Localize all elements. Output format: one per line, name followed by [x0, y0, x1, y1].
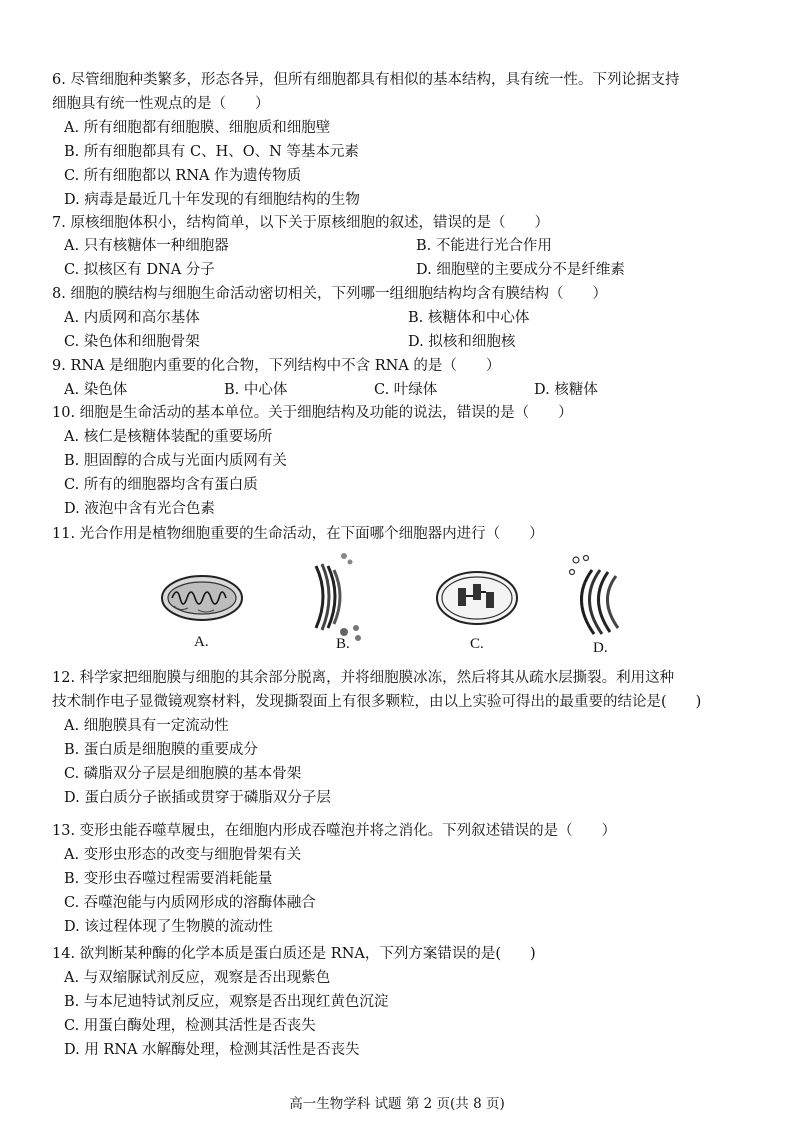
- q6-option-c: C. 所有细胞都以 RNA 作为遗传物质: [64, 168, 302, 184]
- q10-option-a: A. 核仁是核糖体装配的重要场所: [64, 429, 273, 445]
- q12-option-d: D. 蛋白质分子嵌插或贯穿于磷脂双分子层: [64, 790, 331, 806]
- figure-label-a: A.: [194, 634, 209, 650]
- mitochondrion-icon: [158, 566, 246, 626]
- page-footer: 高一生物学科 试题 第 2 页(共 8 页): [289, 1096, 505, 1112]
- q14-option-c: C. 用蛋白酶处理，检测其活性是否丧失: [64, 1018, 316, 1034]
- q12-option-c: C. 磷脂双分子层是细胞膜的基本骨架: [64, 766, 302, 782]
- q6-stem-line2: 细胞具有统一性观点的是（ ）: [52, 96, 270, 112]
- figure-label-b: B.: [336, 636, 350, 652]
- figure-label-c: C.: [470, 636, 484, 652]
- q13-stem: 13. 变形虫能吞噬草履虫，在细胞内形成吞噬泡并将之消化。下列叙述错误的是（ ）: [52, 823, 617, 839]
- q7-option-b: B. 不能进行光合作用: [416, 238, 552, 254]
- q13-option-a: A. 变形虫形态的改变与细胞骨架有关: [64, 847, 302, 863]
- q7-stem: 7. 原核细胞体积小，结构简单，以下关于原核细胞的叙述，错误的是（ ）: [52, 215, 549, 231]
- q12-option-b: B. 蛋白质是细胞膜的重要成分: [64, 742, 258, 758]
- q6-option-d: D. 病毒是最近几十年发现的有细胞结构的生物: [64, 192, 360, 208]
- q13-option-d: D. 该过程体现了生物膜的流动性: [64, 919, 273, 935]
- q7-option-a: A. 只有核糖体一种细胞器: [64, 238, 229, 254]
- q12-stem-line1: 12. 科学家把细胞膜与细胞的其余部分脱离，并将细胞膜冰冻，然后将其从疏水层撕裂。利用这种: [52, 670, 675, 686]
- golgi-apparatus-icon: [298, 548, 368, 648]
- q7-option-d: D. 细胞壁的主要成分不是纤维素: [416, 262, 625, 278]
- organelle-figure-row: [150, 548, 660, 663]
- q6-option-a: A. 所有细胞都有细胞膜、细胞质和细胞壁: [64, 120, 331, 136]
- q7-option-c: C. 拟核区有 DNA 分子: [64, 262, 215, 278]
- chloroplast-icon: [434, 566, 520, 628]
- q9-option-d: D. 核糖体: [534, 382, 598, 398]
- q13-option-b: B. 变形虫吞噬过程需要消耗能量: [64, 871, 273, 887]
- q10-option-d: D. 液泡中含有光合色素: [64, 501, 215, 517]
- q10-stem: 10. 细胞是生命活动的基本单位。关于细胞结构及功能的说法，错误的是（ ）: [52, 405, 573, 421]
- q9-option-b: B. 中心体: [224, 382, 288, 398]
- q14-option-a: A. 与双缩脲试剂反应，观察是否出现紫色: [64, 970, 331, 986]
- q6-option-b: B. 所有细胞都具有 C、H、O、N 等基本元素: [64, 144, 359, 160]
- q12-option-a: A. 细胞膜具有一定流动性: [64, 718, 229, 734]
- q14-stem: 14. 欲判断某种酶的化学本质是蛋白质还是 RNA，下列方案错误的是( ): [52, 946, 536, 962]
- q8-stem: 8. 细胞的膜结构与细胞生命活动密切相关，下列哪一组细胞结构均含有膜结构（ ）: [52, 286, 607, 302]
- q14-option-d: D. 用 RNA 水解酶处理，检测其活性是否丧失: [64, 1042, 360, 1058]
- q8-option-b: B. 核糖体和中心体: [408, 310, 530, 326]
- q8-option-a: A. 内质网和高尔基体: [64, 310, 200, 326]
- endoplasmic-reticulum-icon: [562, 552, 634, 648]
- q9-stem: 9. RNA 是细胞内重要的化合物，下列结构中不含 RNA 的是（ ）: [52, 358, 501, 374]
- q9-option-a: A. 染色体: [64, 382, 128, 398]
- q13-option-c: C. 吞噬泡能与内质网形成的溶酶体融合: [64, 895, 316, 911]
- q12-stem-line2: 技术制作电子显微镜观察材料，发现撕裂面上有很多颗粒，由以上实验可得出的最重要的结论是( ): [52, 694, 702, 710]
- q6-stem-line1: 6. 尽管细胞种类繁多，形态各异，但所有细胞都具有相似的基本结构，具有统一性。下列论据支持: [52, 72, 680, 88]
- q8-option-c: C. 染色体和细胞骨架: [64, 334, 200, 350]
- figure-label-d: D.: [593, 640, 608, 656]
- q10-option-b: B. 胆固醇的合成与光面内质网有关: [64, 453, 287, 469]
- q10-option-c: C. 所有的细胞器均含有蛋白质: [64, 477, 258, 493]
- q14-option-b: B. 与本尼迪特试剂反应，观察是否出现红黄色沉淀: [64, 994, 389, 1010]
- q11-stem: 11. 光合作用是植物细胞重要的生命活动，在下面哪个细胞器内进行（ ）: [52, 526, 544, 542]
- q8-option-d: D. 拟核和细胞核: [408, 334, 516, 350]
- q9-option-c: C. 叶绿体: [374, 382, 438, 398]
